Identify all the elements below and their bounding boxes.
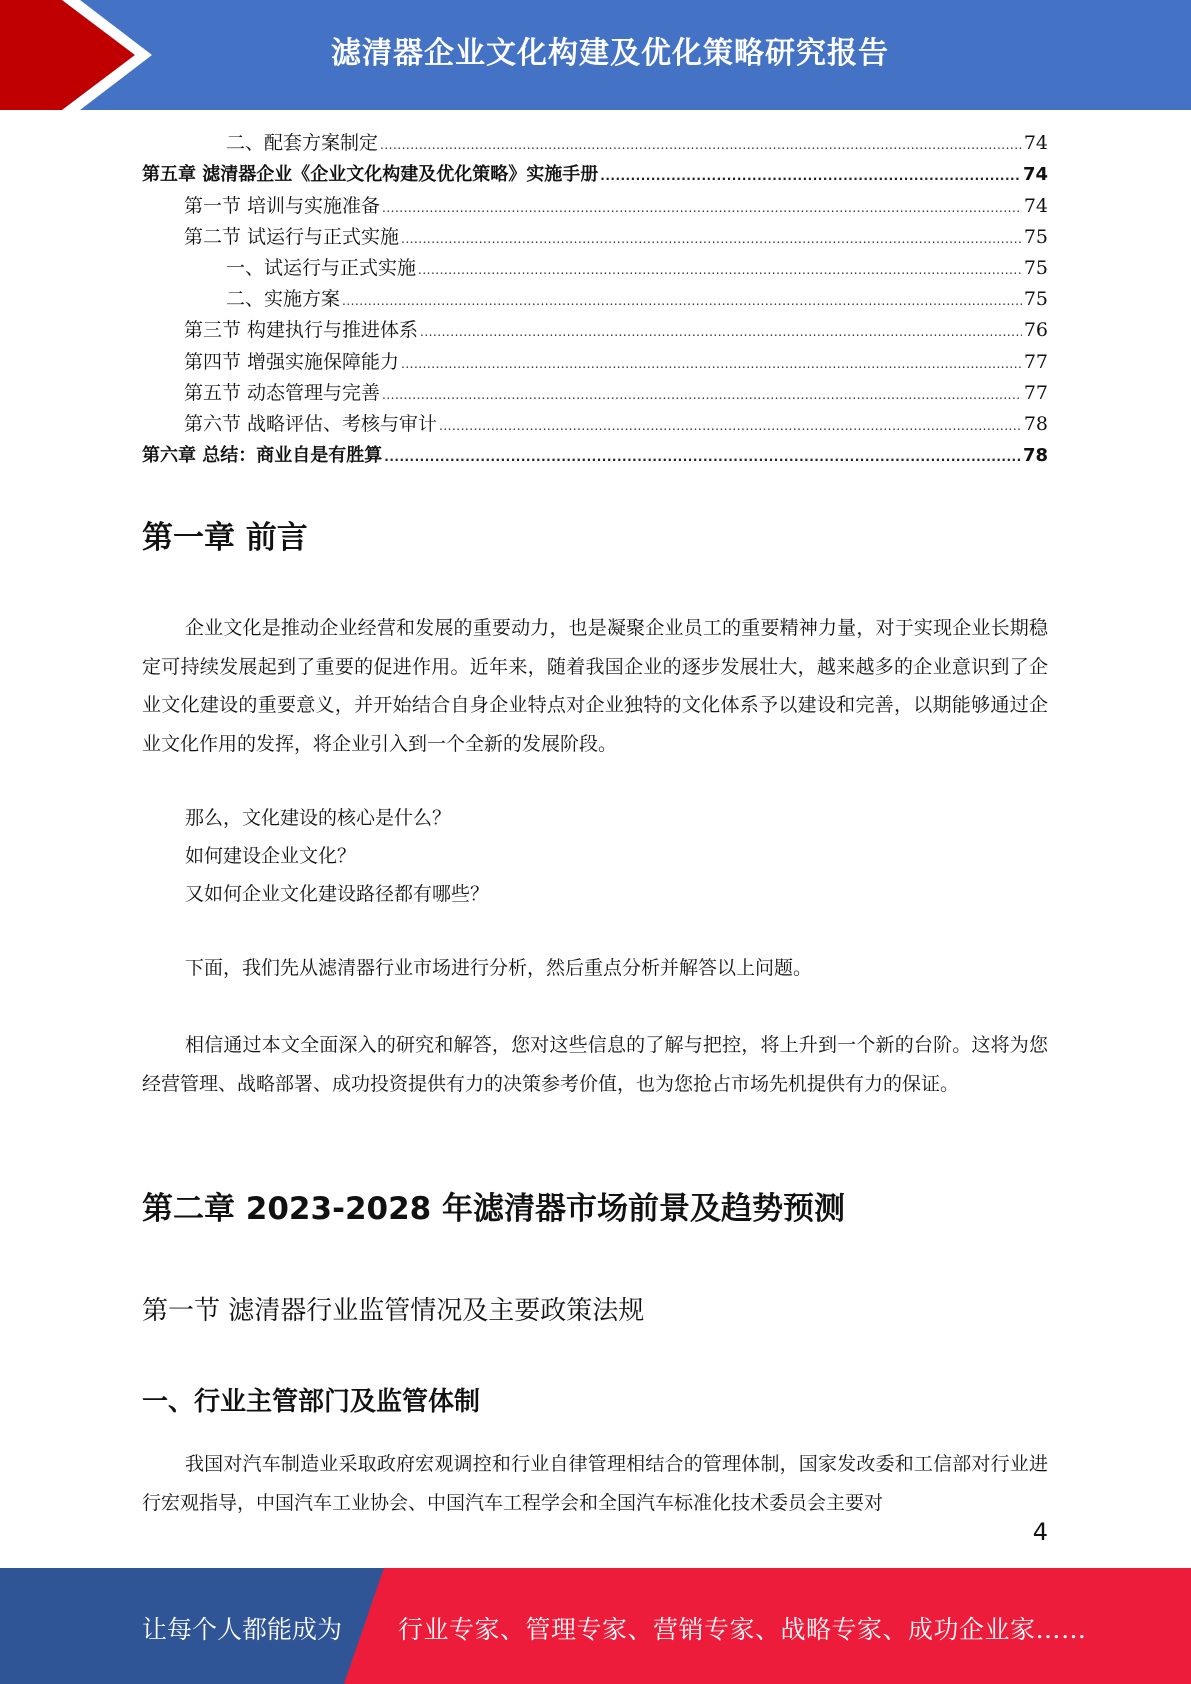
toc-leader — [342, 284, 1022, 315]
page-header — [0, 0, 1191, 110]
toc-leader — [401, 347, 1022, 378]
toc-entry-label: 第五章 滤清器企业《企业文化构建及优化策略》实施手册 — [142, 164, 599, 186]
footer-slogan-right: 行业专家、管理专家、营销专家、战略专家、成功企业家…… — [398, 1615, 1087, 1644]
toc-entry[interactable] — [142, 284, 1048, 315]
toc-leader — [401, 222, 1022, 253]
toc-entry[interactable] — [142, 346, 1048, 377]
header-red-arrow-decoration — [0, 0, 160, 110]
toc-page-number: 76 — [1023, 319, 1048, 342]
subsection-1-heading: 一、行业主管部门及监管体制 — [142, 1387, 481, 1417]
chapter-2-paragraph-1: 我国对汽车制造业采取政府宏观调控和行业自律管理相结合的管理体制，国家发改委和工信部对行业进行宏观指导，中国汽车工业协会、中国汽车工程学会和全国汽车标准化技术委员会主要对 — [142, 1453, 1048, 1514]
toc-entry-label: 一、试运行与正式实施 — [226, 256, 417, 279]
question-3: 又如何企业文化建设路径都有哪些？ — [185, 883, 490, 905]
footer-slogan-left: 让每个人都能成为 — [142, 1615, 343, 1644]
toc-entry-label: 第六章 总结：商业自是有胜算 — [142, 445, 383, 467]
toc-entry[interactable] — [142, 253, 1048, 284]
page-number: 4 — [1032, 1518, 1048, 1546]
toc-leader — [420, 315, 1022, 346]
toc-page-number: 74 — [1023, 194, 1048, 217]
toc-entry-label: 第五节 动态管理与完善 — [184, 381, 381, 404]
chapter-1-paragraph-1: 企业文化是推动企业经营和发展的重要动力，也是凝聚企业员工的重要精神力量，对于实现企业长期稳定可持续发展起到了重要的促进作用。近年来，随着我国企业的逐步发展壮大，越来越多的企业意识到了企业文化建设的重要意义，并开始结合自身企业特点对企业独特的文化体系予以建设和完善，以期能够通过企业文化作用的发挥，将企业引入到一个全新的发展阶段。 — [142, 617, 1048, 755]
toc-page-number: 75 — [1023, 225, 1048, 248]
toc-entry[interactable] — [142, 378, 1048, 409]
section-1-heading: 第一节 滤清器行业监管情况及主要政策法规 — [142, 1296, 645, 1326]
toc-page-number: 75 — [1023, 256, 1048, 279]
chapter-1-heading: 第一章 前言 — [142, 520, 308, 556]
toc-leader — [382, 378, 1022, 409]
toc-page-number: 74 — [1022, 164, 1048, 186]
toc-entry-label: 第六节 战略评估、考核与审计 — [184, 412, 438, 435]
toc-leader — [382, 191, 1022, 222]
chapter-1-paragraph-3: 相信通过本文全面深入的研究和解答，您对这些信息的了解与把控，将上升到一个新的台阶。这将为您经营管理、战略部署、成功投资提供有力的决策参考价值，也为您抢占市场先机提供有力的保证。 — [142, 1034, 1048, 1095]
page-footer — [0, 1568, 1191, 1684]
toc-page-number: 77 — [1023, 381, 1048, 404]
toc-entry[interactable] — [142, 190, 1048, 221]
chapter-2-heading: 第二章 2023-2028 年滤清器市场前景及趋势预测 — [142, 1191, 846, 1227]
question-1: 那么，文化建设的核心是什么？ — [185, 807, 452, 829]
toc-entry[interactable] — [142, 409, 1048, 440]
toc-leader — [384, 440, 1021, 471]
chapter-1-paragraph-2: 下面，我们先从滤清器行业市场进行分析，然后重点分析并解答以上问题。 — [185, 957, 813, 979]
toc-page-number: 74 — [1023, 132, 1048, 155]
toc-entry-label: 第三节 构建执行与推进体系 — [184, 319, 419, 342]
toc-entry[interactable] — [142, 222, 1048, 253]
toc-leader — [600, 159, 1021, 190]
toc-leader — [380, 128, 1022, 159]
report-title: 滤清器企业文化构建及优化策略研究报告 — [331, 36, 889, 71]
toc-entry-label: 第四节 增强实施保障能力 — [184, 350, 400, 373]
toc-leader — [439, 409, 1022, 440]
toc-leader — [418, 253, 1022, 284]
toc-entry-chapter[interactable] — [142, 159, 1048, 190]
toc-entry-chapter[interactable] — [142, 440, 1048, 471]
toc-entry[interactable] — [142, 128, 1048, 159]
toc-page-number: 77 — [1023, 350, 1048, 373]
toc-entry-label: 第一节 培训与实施准备 — [184, 194, 381, 217]
toc-page-number: 78 — [1022, 445, 1048, 467]
table-of-contents — [142, 128, 1048, 471]
toc-page-number: 78 — [1023, 412, 1048, 435]
toc-entry[interactable] — [142, 315, 1048, 346]
toc-entry-label: 第二节 试运行与正式实施 — [184, 225, 400, 248]
question-2: 如何建设企业文化？ — [185, 845, 357, 867]
toc-entry-label: 二、实施方案 — [226, 288, 341, 311]
toc-page-number: 75 — [1023, 288, 1048, 311]
toc-entry-label: 二、配套方案制定 — [226, 132, 379, 155]
